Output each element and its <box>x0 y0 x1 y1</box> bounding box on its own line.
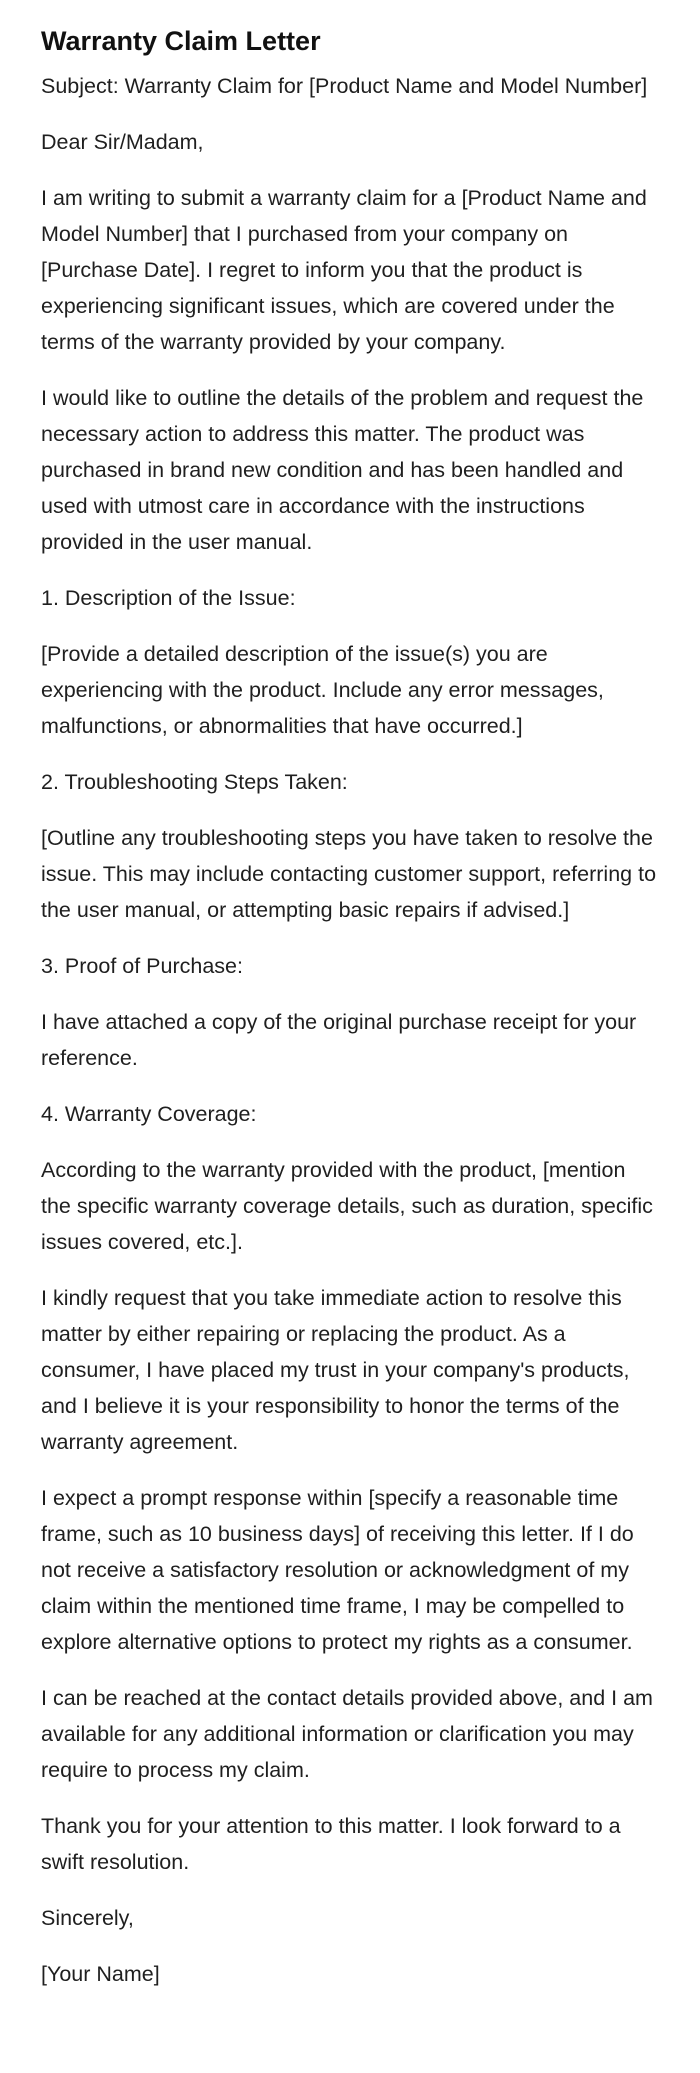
body-paragraph-intro: I am writing to submit a warranty claim for a [Product Name and Model Number] that I purchased from your company on [Purchase Date]. I regret to inform you that the product is experiencing significant issues, which are covered under the terms of the warranty provided by your company. <box>41 186 647 354</box>
section-text-coverage: According to the warranty provided with the product, [mention the specific warranty coverage details, such as duration, specific issues covered, etc.]. <box>41 1158 653 1254</box>
section-heading-proof: 3. Proof of Purchase: <box>41 954 243 978</box>
section-text-troubleshooting: [Outline any troubleshooting steps you have taken to resolve the issue. This may include contacting customer support, referring to the user manual, or attempting basic repairs if advised.] <box>41 826 657 922</box>
body-paragraph-outline: I would like to outline the details of the problem and request the necessary action to address this matter. The product was purchased in brand new condition and has been handled and used with utmost care in accordance with the instructions provided in the user manual. <box>41 386 644 554</box>
signature-name: [Your Name] <box>41 1962 160 1986</box>
section-heading-issue: 1. Description of the Issue: <box>41 586 296 610</box>
section-heading-troubleshooting: 2. Troubleshooting Steps Taken: <box>41 770 348 794</box>
page-title: Warranty Claim Letter <box>41 26 321 56</box>
salutation: Dear Sir/Madam, <box>41 130 204 154</box>
subject-line: Subject: Warranty Claim for [Product Name and Model Number] <box>41 74 648 98</box>
section-heading-coverage: 4. Warranty Coverage: <box>41 1102 257 1126</box>
body-paragraph-request: I kindly request that you take immediate action to resolve this matter by either repairing or replacing the product. As a consumer, I have placed my trust in your company's products, and I believe it is your responsibility to honor the terms of the warranty agreement. <box>41 1286 630 1454</box>
body-paragraph-contact: I can be reached at the contact details provided above, and I am available for any additional information or clarification you may require to process my claim. <box>41 1686 653 1782</box>
body-paragraph-thanks: Thank you for your attention to this matter. I look forward to a swift resolution. <box>41 1814 621 1874</box>
section-text-issue: [Provide a detailed description of the issue(s) you are experiencing with the product. Include any error messages, malfunctions, or abnormalities that have occurred.] <box>41 642 604 738</box>
body-paragraph-expectation: I expect a prompt response within [specify a reasonable time frame, such as 10 business days] of receiving this letter. If I do not receive a satisfactory resolution or acknowledgment of my claim within the mentioned time frame, I may be compelled to explore alternative options to protect my rights as a consumer. <box>41 1486 634 1654</box>
closing: Sincerely, <box>41 1906 134 1930</box>
section-text-proof: I have attached a copy of the original purchase receipt for your reference. <box>41 1010 637 1070</box>
letter-document <box>41 22 661 2012</box>
